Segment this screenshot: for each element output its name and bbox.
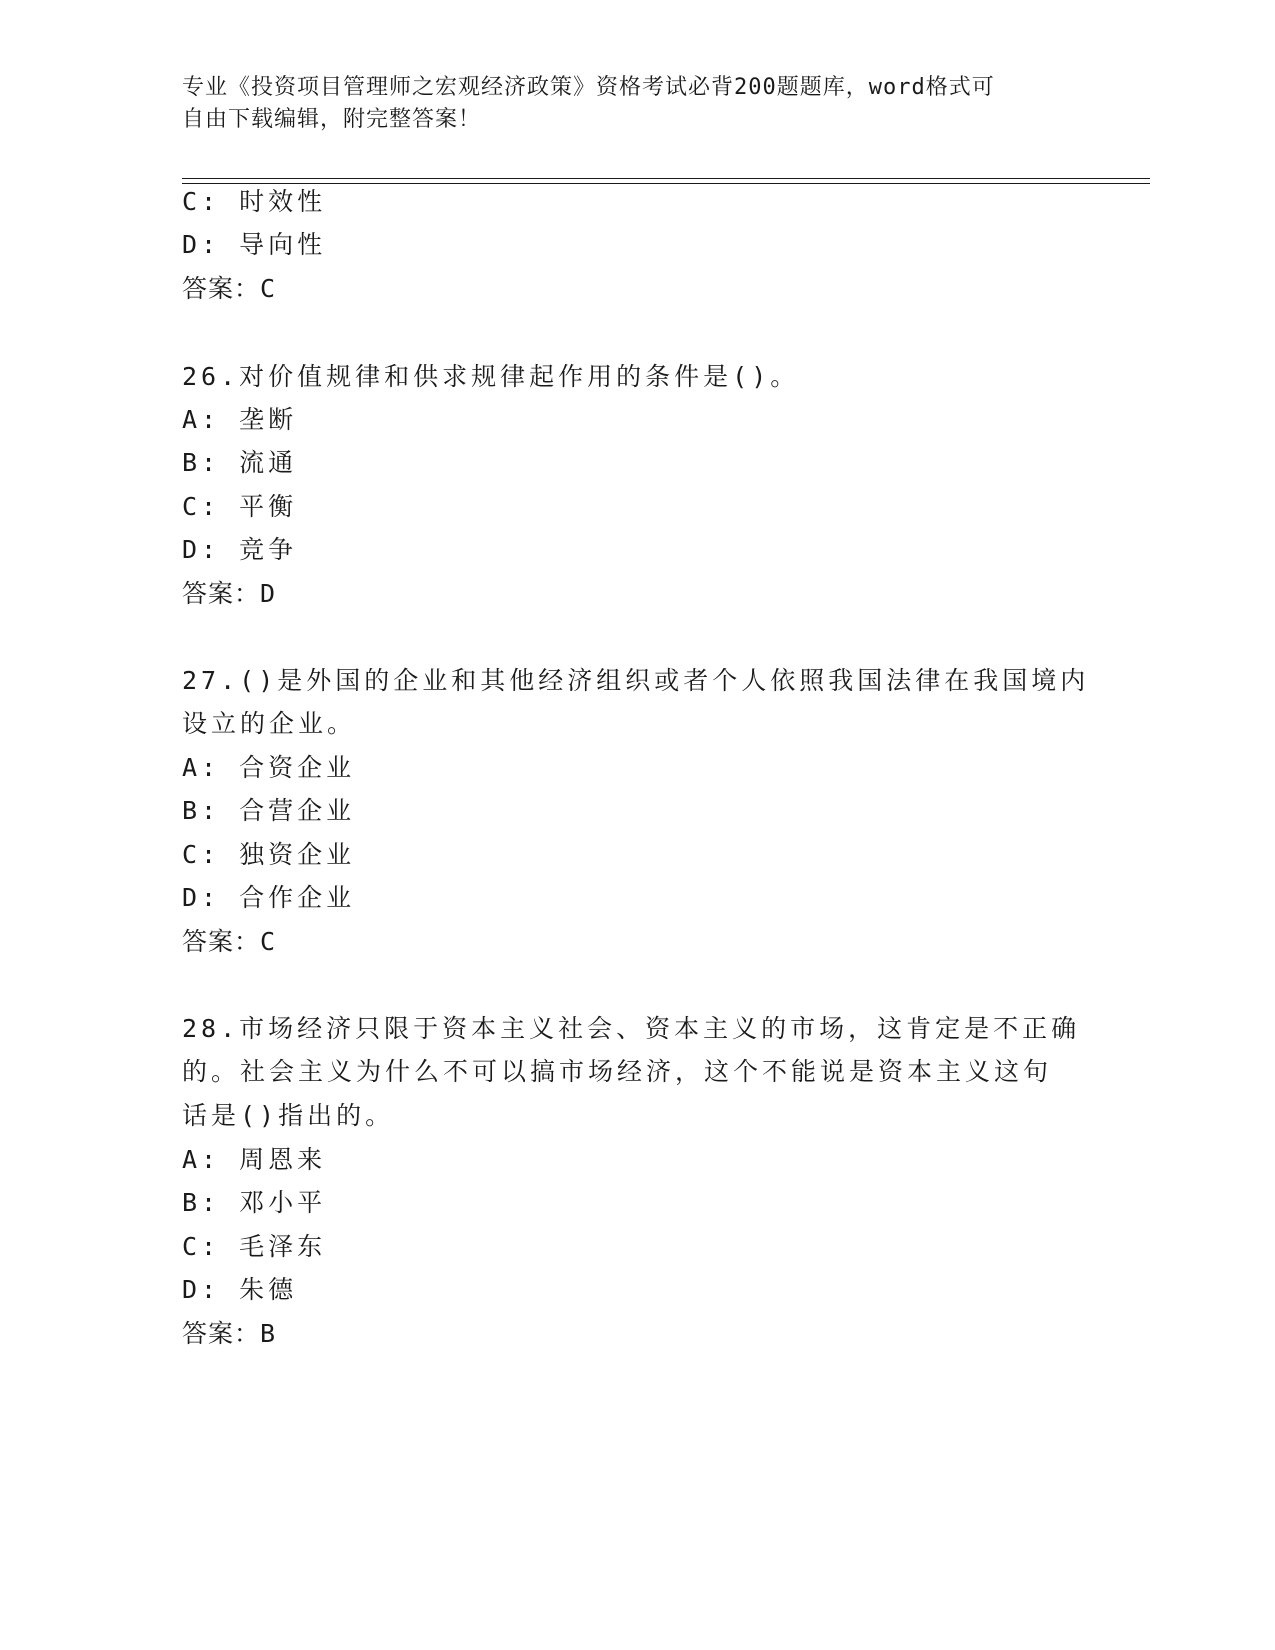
question-stem: 26.对价值规律和供求规律起作用的条件是()。 [182, 362, 800, 391]
option-c: C: 独资企业 [182, 840, 356, 869]
header-divider-bottom [182, 183, 1150, 184]
answer-line: 答案：C [182, 274, 277, 303]
option-c: C: 毛泽东 [182, 1232, 327, 1261]
header-line-1: 专业《投资项目管理师之宏观经济政策》资格考试必背200题题库，word格式可 [182, 75, 995, 100]
option-d: D: 合作企业 [182, 883, 356, 912]
option-d: D: 竞争 [182, 535, 298, 564]
question-stem: 27.()是外国的企业和其他经济组织或者个人依照我国法律在我国境内 [182, 666, 1090, 695]
answer-line: 答案：C [182, 927, 277, 956]
option-b: B: 流通 [182, 448, 298, 477]
option-c: C: 时效性 [182, 187, 327, 216]
option-b: B: 合营企业 [182, 796, 356, 825]
header-divider-top [182, 178, 1150, 179]
header-line-2: 自由下载编辑，附完整答案！ [182, 107, 482, 132]
option-a: A: 周恩来 [182, 1145, 327, 1174]
question-stem: 的。社会主义为什么不可以搞市场经济，这个不能说是资本主义这句 [182, 1057, 1053, 1086]
question-stem: 话是()指出的。 [182, 1101, 395, 1130]
question-stem: 28.市场经济只限于资本主义社会、资本主义的市场，这肯定是不正确 [182, 1014, 1081, 1043]
answer-line: 答案：D [182, 579, 277, 608]
option-c: C: 平衡 [182, 492, 298, 521]
option-b: B: 邓小平 [182, 1188, 327, 1217]
option-d: D: 导向性 [182, 230, 327, 259]
question-stem: 设立的企业。 [182, 709, 357, 738]
document-header [182, 72, 1062, 136]
option-a: A: 合资企业 [182, 753, 356, 782]
answer-line: 答案：B [182, 1319, 277, 1348]
option-d: D: 朱德 [182, 1275, 298, 1304]
option-a: A: 垄断 [182, 405, 298, 434]
